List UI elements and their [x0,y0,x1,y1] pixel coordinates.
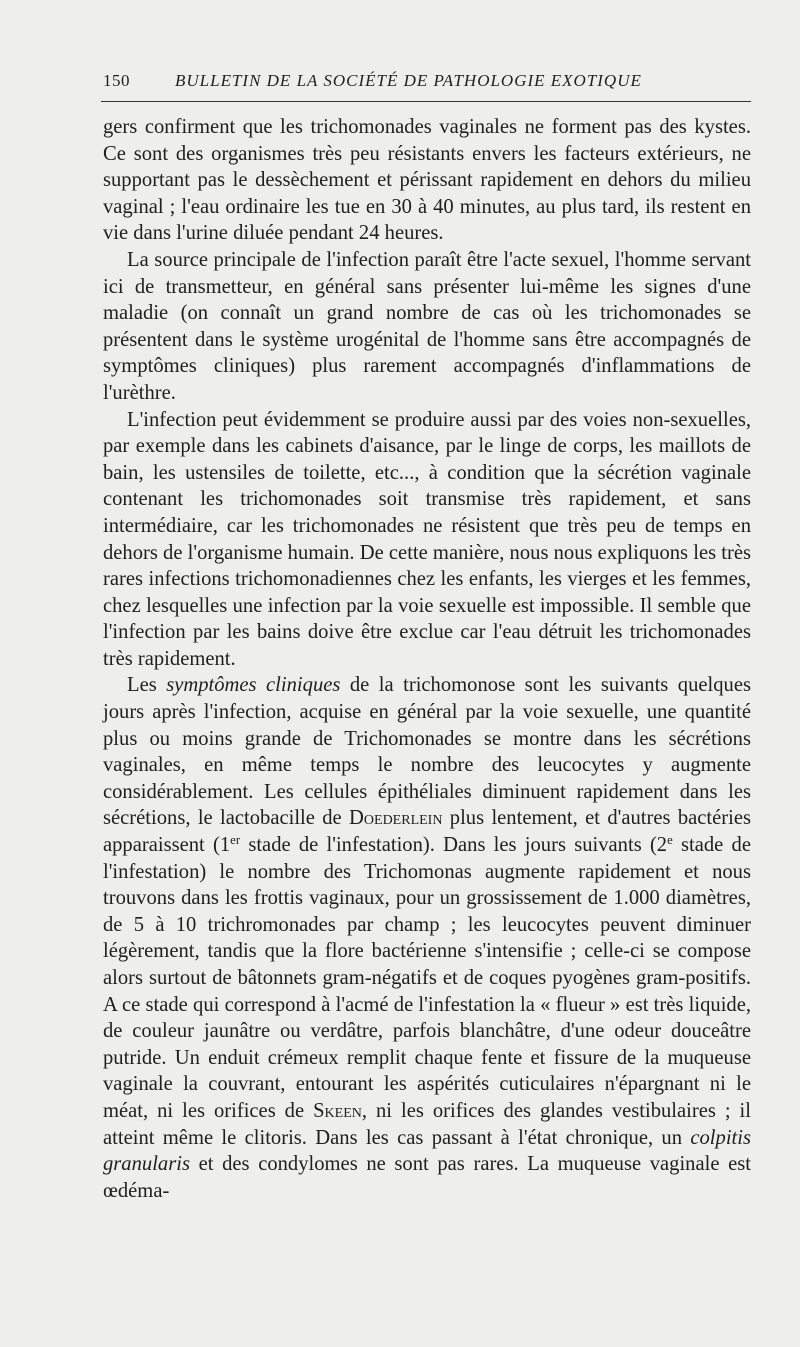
page-number: 150 [103,71,130,90]
p4-text: Les [127,674,167,697]
paragraph-2: La source principale de l'infection paraît être l'acte sexuel, l'homme servant ici de transmetteur, en général sans présenter lui-même les signes d'une maladie (on connaît un grand nombre de cas où les trichomonades se présentent dans le système urogénital de l'homme sans être accompagnés de symptômes cliniques) plus rarement accompagnés d'inflammations de l'urèthre. [103,248,751,404]
ordinal-superscript: e [667,833,673,848]
paragraph-4 [103,672,751,1204]
body-text [103,114,751,1204]
p4-text: de la trichomonose sont les suivants quelques jours après l'infection, acquise en général par la voie sexuelle, une quantité plus ou moins grande de Trichomonades se montre dans les sécrétions vaginales, en même temps le nombre des leucocytes y augmente considérablement. Les cellules épithéliales diminuent rapidement dans les sécrétions, le lactobacille de [103,674,751,830]
p4-text: plus lentement, et d'autres bactéries apparaissent (1 [103,807,751,857]
paragraph-1: gers confirment que les trichomonades vaginales ne forment pas des kystes. Ce sont des organismes très peu résistants envers les facteurs extérieurs, ne supportant pas le dessèchement et périssant rapidement en dehors du milieu vaginal ; l'eau ordinaire les tue en 30 à 40 minutes, au plus tard, ils restent en vie dans l'urine diluée pendant 24 heures. [103,116,751,245]
p4-italic-term: symptômes cliniques [166,674,341,697]
p4-text: stade de l'infestation). Dans les jours suivants (2 [240,834,668,857]
page-header [103,70,751,92]
running-title: BULLETIN DE LA SOCIÉTÉ DE PATHOLOGIE EXOTIQUE [175,71,642,90]
p4-text: stade de l'infestation) le nombre des Trichomonas augmente rapidement et nous trouvons dans les frottis vaginaux, pour un grossissement de 1.000 diamètres, de 5 à 10 trichromonades par champ ; les leucocytes peuvent diminuer légèrement, tandis que la flore bactérienne s'intensifie ; celle-ci se compose alors surtout de bâtonnets gram-négatifs et de coques pyogènes gram-positifs. A ce stade qui correspond à l'acmé de l'infestation la « flueur » est très liquide, de couleur jaunâtre ou verdâtre, parfois blanchâtre, d'une odeur douceâtre putride. Un enduit crémeux remplit chaque fente et fissure de la muqueuse vaginale la couvrant, entourant les aspérités cuticulaires n'épargnant ni le méat, ni les orifices de [103,834,751,1122]
author-name-skeen: Skeen [313,1099,362,1122]
author-name-doederlein: Doederlein [349,807,443,830]
p4-italic-term: colpitis granularis [103,1126,751,1176]
p4-text: , ni les orifices des glandes vestibulaires ; il atteint même le clitoris. Dans les cas passant à l'état chronique, un [103,1099,752,1149]
ordinal-superscript: er [230,833,241,848]
header-rule [101,101,751,102]
p4-text: et des condylomes ne sont pas rares. La muqueuse vaginale est œdéma- [103,1153,751,1202]
paragraph-3: L'infection peut évidemment se produire aussi par des voies non-sexuelles, par exemple dans les cabinets d'aisance, par le linge de corps, les maillots de bain, les ustensiles de toilette, etc..., à condition que la sécrétion vaginale contenant les trichomonades soit transmise très rapidement, et sans intermédiaire, car les trichomonades ne résistent que très peu de temps en dehors de l'organisme humain. De cette manière, nous nous expliquons les très rares infections trichomonadiennes chez les enfants, les vierges et les femmes, chez lesquelles une infection par la voie sexuelle est impossible. Il semble que l'infection par les bains doive être exclue car l'eau détruit les trichomonades très rapidement. [103,408,751,670]
